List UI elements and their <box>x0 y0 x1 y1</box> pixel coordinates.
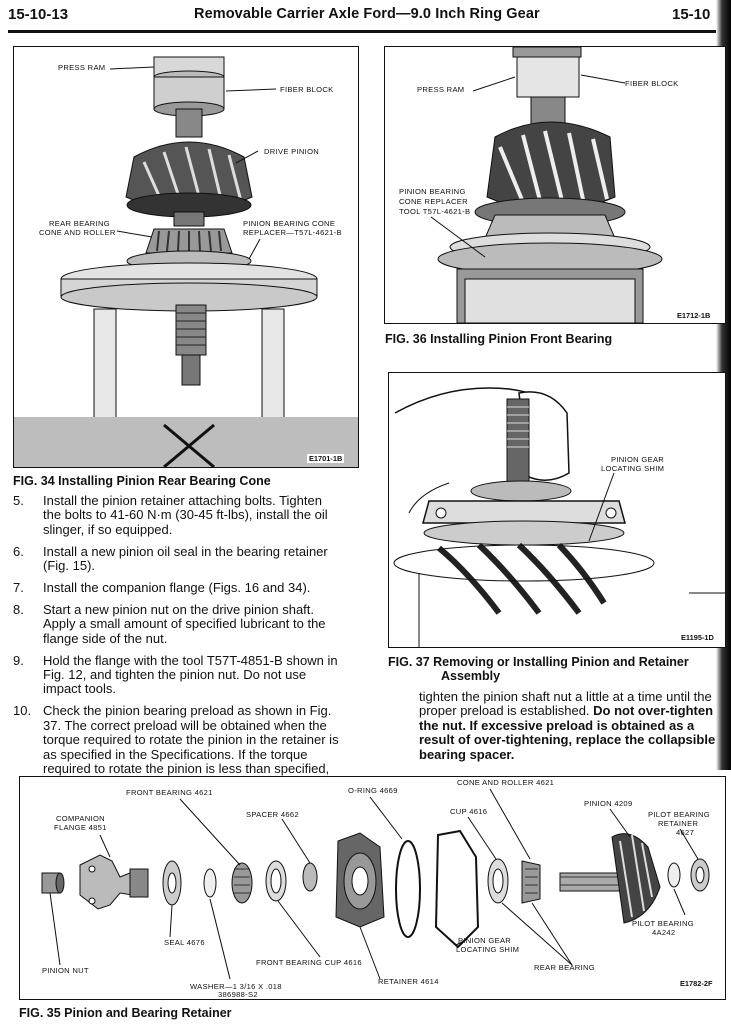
page-title: Removable Carrier Axle Ford—9.0 Inch Ring Gear <box>194 6 540 22</box>
step-text-line: Hold the flange with the tool T57T-4851-B shown in <box>43 652 338 668</box>
fig35-label-shim-2: LOCATING SHIM <box>456 945 520 954</box>
step-number: 9. <box>13 652 24 668</box>
fig37-code: E1195-1D <box>681 633 714 642</box>
page-number-right: 15-10 <box>672 6 711 23</box>
step-text-line: slinger, if so equipped. <box>43 521 173 537</box>
fig35-label-companion-2: FLANGE 4851 <box>54 823 107 832</box>
step-text-line: impact tools. <box>43 681 116 697</box>
step-text-line: required to rotate the pinion is less than specified, <box>43 760 330 776</box>
procedure-step <box>13 603 363 646</box>
fig35-label-cone-roller: CONE AND ROLLER 4621 <box>457 778 555 787</box>
procedure-step <box>13 654 363 697</box>
fig35-label-cup: CUP 4616 <box>450 807 488 816</box>
fig35-label-retainer: RETAINER 4614 <box>378 977 439 986</box>
step-text-line: 37. The correct preload will be obtained when the <box>43 717 327 733</box>
procedure-step <box>13 704 363 776</box>
step-text <box>43 654 338 697</box>
fig37-drawing <box>389 373 725 647</box>
fig35-label-companion-1: COMPANION <box>56 814 105 823</box>
fig34-label-drive-pinion: DRIVE PINION <box>264 147 320 156</box>
fig34-illustration <box>13 46 359 468</box>
fig35-label-pilot-bearing-1: PILOT BEARING <box>632 919 694 928</box>
fig36-label-tool-3: TOOL T57L-4621-B <box>399 207 471 216</box>
step-text-line: flange side of the nut. <box>43 630 168 646</box>
fig35-label-pinion-nut: PINION NUT <box>42 966 89 975</box>
continued-line3: the nut. If excessive preload is obtained as a <box>419 717 695 733</box>
step-text-line: (Fig. 15). <box>43 558 96 574</box>
fig35-caption: FIG. 35 Pinion and Bearing Retainer <box>19 1006 232 1020</box>
fig37-caption-line2: Assembly <box>441 669 501 683</box>
step-text-line: Install the pinion retainer attaching bolts. Tighten <box>43 493 322 508</box>
step-number: 7. <box>13 580 24 595</box>
fig35-label-pinion: PINION 4209 <box>584 799 633 808</box>
fig35-code: E1782-2F <box>680 979 713 988</box>
continued-line2-bold: Do not over-tighten <box>593 703 714 719</box>
step-text <box>43 704 339 776</box>
step-text-line: Check the pinion bearing preload as shown in Fig. <box>43 703 332 719</box>
step-text <box>43 603 326 646</box>
procedure-step <box>13 494 363 537</box>
step-number: 8. <box>13 601 24 617</box>
fig36-caption: FIG. 36 Installing Pinion Front Bearing <box>385 332 613 346</box>
fig37-illustration <box>388 372 726 648</box>
fig35-label-oring: O-RING 4669 <box>348 786 398 795</box>
fig35-label-pilot-retainer-2: RETAINER <box>658 819 699 828</box>
fig35-label-pilot-bearing-2: 4A242 <box>652 928 676 937</box>
fig34-label-cone-roller: CONE AND ROLLER <box>39 228 116 237</box>
fig37-label-shim-2: LOCATING SHIM <box>601 464 665 473</box>
fig36-label-tool-2: CONE REPLACER <box>399 197 468 206</box>
page-number-left: 15-10-13 <box>8 6 69 23</box>
step-text-line: Install a new pinion oil seal in the bearing retainer <box>43 543 328 559</box>
step-text <box>43 494 328 537</box>
fig35-label-shim-1: PINION GEAR <box>458 936 512 945</box>
fig35-illustration <box>19 776 726 1000</box>
fig34-label-rear-bearing: REAR BEARING <box>49 219 110 228</box>
step-text-line: Apply a small amount of specified lubricant to the <box>43 616 326 632</box>
fig35-label-front-bearing: FRONT BEARING 4621 <box>126 788 213 797</box>
header-rule <box>8 30 731 33</box>
fig35-drawing <box>20 777 725 999</box>
fig34-label-press-ram: PRESS RAM <box>58 63 106 72</box>
fig34-caption: FIG. 34 Installing Pinion Rear Bearing Cone <box>13 474 271 488</box>
fig35-label-seal: SEAL 4676 <box>164 938 205 947</box>
step-text-line: Start a new pinion nut on the drive pinion shaft. <box>43 601 315 617</box>
fig36-illustration <box>384 46 726 324</box>
fig36-code: E1712-1B <box>677 311 711 320</box>
fig34-label-replacer-1: PINION BEARING CONE <box>243 219 336 228</box>
step-text <box>43 581 310 595</box>
continued-line5: bearing spacer. <box>419 746 515 762</box>
fig37-caption-line1: FIG. 37 Removing or Installing Pinion and Retainer <box>388 655 689 669</box>
continued-line4: result of over-tightening, replace the collapsible <box>419 732 716 748</box>
fig35-label-front-cup: FRONT BEARING CUP 4616 <box>256 958 362 967</box>
step-text-line: Install the companion flange (Figs. 16 and 34). <box>43 580 311 595</box>
fig36-label-fiber-block: FIBER BLOCK <box>625 79 679 88</box>
continued-line2 <box>419 704 731 718</box>
fig35-label-pilot-retainer-3: 4627 <box>676 828 695 837</box>
procedure-step <box>13 545 363 574</box>
fig35-label-rear-bearing: REAR BEARING <box>534 963 595 972</box>
continued-text <box>419 690 731 762</box>
fig34-label-fiber-block: FIBER BLOCK <box>280 85 334 94</box>
step-number: 6. <box>13 543 24 559</box>
fig35-label-spacer: SPACER 4662 <box>246 810 299 819</box>
step-number: 5. <box>13 493 24 508</box>
fig35-label-washer-2: 386988-S2 <box>218 990 258 999</box>
procedure-steps <box>13 493 363 776</box>
fig36-label-tool-1: PINION BEARING <box>399 187 466 196</box>
fig37-label-shim-1: PINION GEAR <box>611 455 665 464</box>
step-text-line: torque required to rotate the pinion in the retainer is <box>43 732 339 748</box>
fig34-drawing <box>14 47 358 467</box>
step-text-line: the bolts to 41-60 N·m (30-45 ft-lbs), install the oil <box>43 507 328 523</box>
fig34-label-replacer-2: REPLACER—T57L-4621-B <box>243 228 342 237</box>
continued-line2-normal: proper preload is established. <box>419 703 594 719</box>
step-number: 10. <box>13 703 32 719</box>
step-text-line: Fig. 12, and tighten the pinion nut. Do not use <box>43 667 307 682</box>
step-text <box>43 545 328 574</box>
fig34-code: E1701-1B <box>309 454 343 463</box>
fig35-label-pilot-retainer-1: PILOT BEARING <box>648 810 710 819</box>
continued-line1: tighten the pinion shaft nut a little at a time until the <box>419 689 712 704</box>
fig36-label-press-ram: PRESS RAM <box>417 85 465 94</box>
procedure-step <box>13 581 363 595</box>
step-text-line: as specified in the Specifications. If the torque <box>43 746 308 762</box>
fig35-label-washer-1: WASHER—1 3/16 X .018 <box>190 982 282 991</box>
